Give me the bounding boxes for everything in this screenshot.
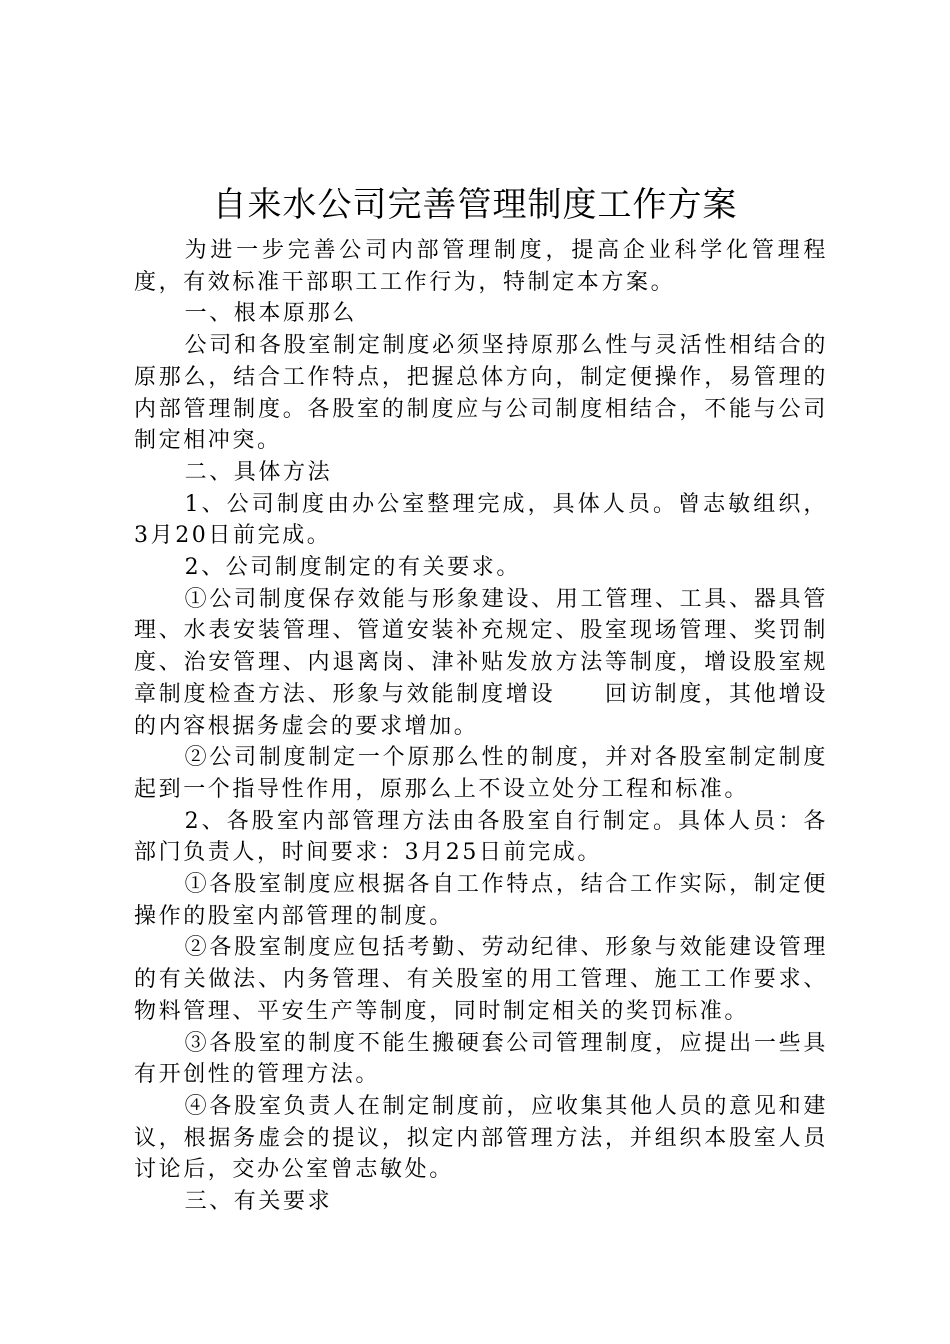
paragraph-dept-item-2: ②各股室制度应包括考勤、劳动纪律、形象与效能建设管理的有关做法、内务管理、有关股室的用工管理、施工工作要求、物料管理、平安生产等制度，同时制定相关的奖罚标准。 [134, 935, 828, 1024]
heading-requirements: 三、有关要求 [184, 1189, 333, 1215]
paragraph-dept-item-1: ①各股室制度应根据各自工作特点，结合工作实际，制定便操作的股室内部管理的制度。 [134, 872, 828, 929]
paragraph-method-1: 1、公司制度由办公室整理完成，具体人员。曾志敏组织，3月20日前完成。 [134, 491, 828, 549]
paragraph-method-2: 2、公司制度制定的有关要求。 [184, 555, 521, 581]
paragraph-dept-item-4: ④各股室负责人在制定制度前，应收集其他人员的意见和建议，根据务虚会的提议，拟定内部管理方法，并组织本股室人员讨论后，交办公室曾志敏处。 [134, 1093, 828, 1183]
document-body [134, 235, 828, 1218]
heading-specific-method: 二、具体方法 [184, 459, 333, 485]
paragraph-method-3: 2、各股室内部管理方法由各股室自行制定。具体人员：各部门负责人，时间要求：3月25日前完成。 [134, 808, 828, 866]
paragraph-principle: 公司和各股室制定制度必须坚持原那么性与灵活性相结合的原那么，结合工作特点，把握总体方向，制定便操作，易管理的内部管理制度。各股室的制度应与公司制度相结合，不能与公司制定相冲突。 [134, 333, 828, 454]
paragraph-item-1: ①公司制度保存效能与形象建设、用工管理、工具、器具管理、水表安装管理、管道安装补充规定、股室现场管理、奖罚制度、治安管理、内退离岗、津补贴发放方法等制度，增设股室规章制度检查方法、形象与效能制度增设 回访制度，其他增设的内容根据务虚会的要求增加。 [134, 586, 828, 739]
paragraph-item-2: ②公司制度制定一个原那么性的制度，并对各股室制定制度起到一个指导性作用，原那么上不设立处分工程和标准。 [134, 745, 828, 802]
document-title: 自来水公司完善管理制度工作方案 [212, 185, 738, 225]
paragraph-dept-item-3: ③各股室的制度不能生搬硬套公司管理制度，应提出一些具有开创性的管理方法。 [134, 1030, 828, 1088]
paragraph-intro: 为进一步完善公司内部管理制度，提高企业科学化管理程度，有效标准干部职工工作行为，特制定本方案。 [134, 238, 828, 295]
heading-basic-principle: 一、根本原那么 [184, 301, 357, 327]
